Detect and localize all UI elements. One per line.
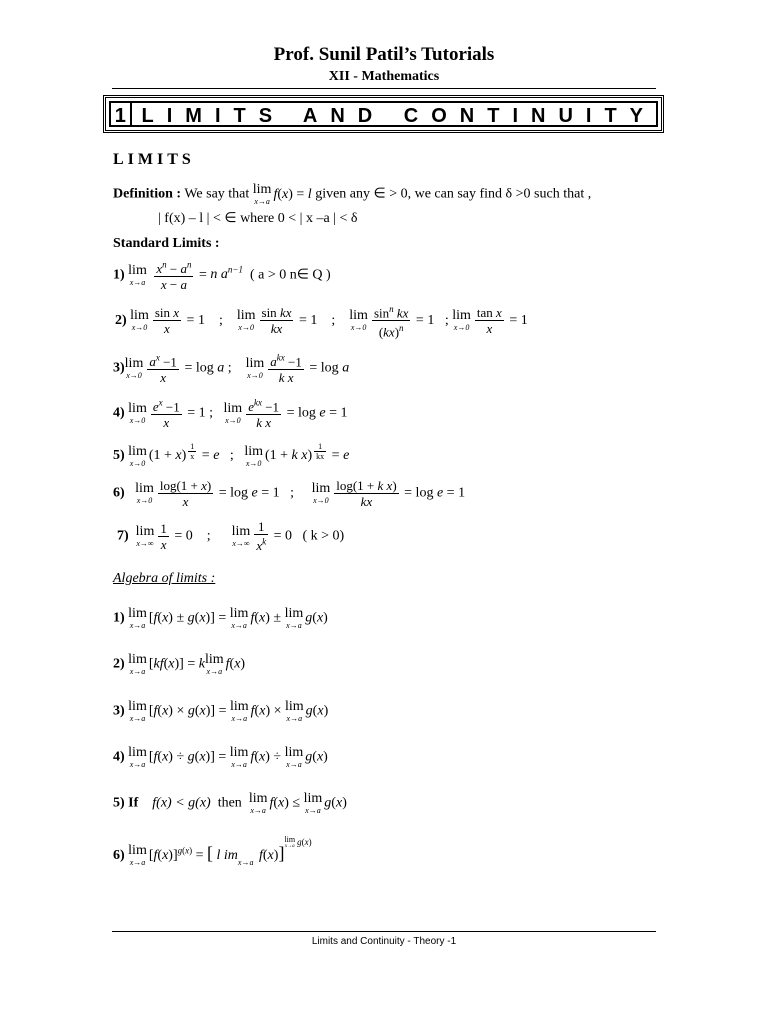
footer-rule — [112, 931, 656, 932]
chapter-banner — [103, 95, 664, 133]
algebra-rule-4: 4) lim x→a [f(x) ÷ g(x)] = lim x→a f(x) ÷ lim x→a g(x) — [113, 745, 328, 769]
header-rule — [112, 88, 656, 89]
algebra-rule-5: 5) If f(x) < g(x) then lim x→a f(x) ≤ lim x→a g(x) — [113, 791, 347, 815]
algebra-rule-3: 3) lim x→a [f(x) × g(x)] = lim x→a f(x) × lim x→a g(x) — [113, 699, 329, 723]
standard-limit-2: 2) lim x→0 $\frac{\text{sin x}}{x}$ = 1 ; lim x→0 $\frac{\text{sin kx}}{kx}$ = 1 ; lim x→0 $\frac{\sin^n kx}{(kx)^n}$ = 1 ; lim x→0 $\frac{\text{tan x}}{x}$ = 1 — [115, 304, 528, 340]
algebra-rule-6: 6) lim x→a $[f(x)]^{g(x)}$ = [ l im x→a f(x)] $^{lim x\to a g(x)}$ — [113, 835, 312, 868]
standard-limit-5: 5) lim x→0 (1 + x) $^{\frac{1}{x}}$ = e ; lim x→0 (1 + k x) $^{\frac{1}{kx}}$ = e — [113, 442, 350, 468]
chapter-title: LIMITS AND CONTINUITY — [141, 105, 656, 127]
standard-limit-3: 3) lim x→0 $\frac{a^x -1}{x}$ = log a ; lim x→0 $\frac{a^{kx} -1}{\text{k x}}$ = log a — [113, 353, 350, 386]
standard-limit-6: 6) lim x→0 $\frac{\log(1 + x)}{x}$ = log e = 1 ; lim x→0 $\frac{\text{log(1 + k x)}}{kx}$ = log e = 1 — [113, 478, 466, 509]
page-footer: Limits and Continuity - Theory -1 — [311, 936, 457, 947]
definition-line — [113, 183, 591, 206]
chapter-number: 1 — [111, 103, 132, 125]
definition-text-2: given any ∈ > 0, we can say find δ >0 such that , — [315, 186, 592, 202]
page-subtitle: XII - Mathematics — [328, 69, 440, 84]
standard-limits-heading: Standard Limits : — [113, 236, 220, 251]
algebra-heading: Algebra of limits : — [113, 571, 216, 586]
standard-limit-4: 4) lim x→0 $\frac{e^x -1}{x}$ = 1 ; lim x→0 $\frac{e^{kx} -1}{\text{k x}}$ = log e = 1 — [113, 398, 348, 431]
definition-condition: | f(x) – l | < ∈ where 0 < | x –a | < δ — [158, 211, 358, 226]
section-heading: LIMITS — [113, 151, 195, 168]
page-title: Prof. Sunil Patil’s Tutorials — [273, 44, 495, 65]
definition-label: Definition : — [113, 186, 182, 202]
standard-limit-7: 7) lim x→∞ $\frac{1}{x}$ = 0 ; lim x→∞ $\frac{1}{x^k}$ = 0 ( k > 0) — [117, 519, 345, 554]
definition-limit: lim x→a f(x) = l — [252, 182, 312, 206]
standard-limit-1: 1) lim x→a $\frac{x^n - a^n}{x - a}$ = n $a^{n-1}$ ( a > 0 n∈ Q ) — [113, 260, 331, 293]
standard-limit-1-condition: ( a > 0 n∈ Q ) — [249, 267, 331, 283]
standard-limit-7-condition: ( k > 0) — [302, 528, 345, 544]
algebra-rule-2: 2) lim x→a [kf(x)] = k lim x→a f(x) — [113, 652, 246, 676]
definition-text-1: We say that — [184, 186, 250, 202]
algebra-rule-1: 1) lim x→a [f(x) ± g(x)] = lim x→a f(x) ± lim x→a g(x) — [113, 606, 328, 630]
